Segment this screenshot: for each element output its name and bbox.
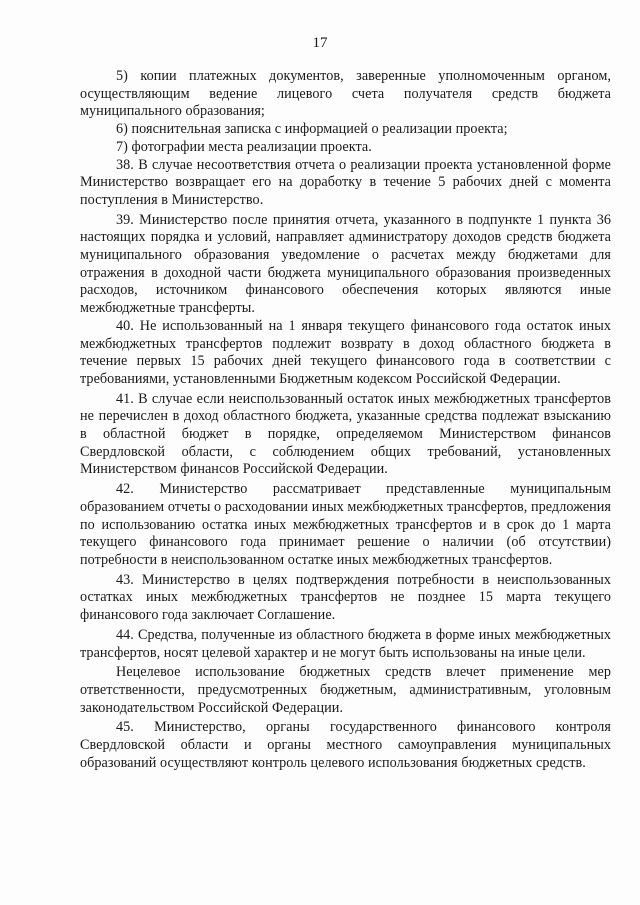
paragraph-41: 41. В случае если неиспользованный остаток иных межбюджетных трансфертов не перечислен в доход областного бюджета, указанные средства подлежат взысканию в областной бюджет в порядке, определяемом Министерством финансов Свердловской области, с соблюдением общих требований, установленных Министерством финансов Российской Федерации. xyxy=(80,390,611,478)
paragraph-item-6: 6) пояснительная записка с информацией о реализации проекта; xyxy=(116,121,508,138)
paragraph-43: 43. Министерство в целях подтверждения потребности в неиспользованных остатках иных межбюджетных трансфертов не позднее 15 марта текущего финансового года заключает Соглашение. xyxy=(80,571,611,624)
paragraph-42: 42. Министерство рассматривает представленные муниципальным образованием отчеты о расходовании иных межбюджетных трансфертов, предложения по использованию остатка иных межбюджетных трансфертов и в срок до 1 марта текущего финансового года принимает решение о наличии (об отсутствии) потребности в неиспользованном остатке иных межбюджетных трансфертов. xyxy=(80,481,611,568)
paragraph-44-note: Нецелевое использование бюджетных средств влечет применение мер ответственности, предусмотренных бюджетным, административным, уголовным законодательством Российской Федерации. xyxy=(80,664,611,716)
paragraph-38: 38. В случае несоответствия отчета о реализации проекта установленной форме Министерство возвращает его на доработку в течение 5 рабочих дней с момента поступления в Министерство. xyxy=(80,156,611,208)
paragraph-40: 40. Не использованный на 1 января текущего финансового года остаток иных межбюджетных трансфертов подлежит возврату в доход областного бюджета в течение первых 15 рабочих дней текущего финансового года в соответствии с требованиями, установленными Бюджетным кодексом Российской Федерации. xyxy=(80,317,611,387)
paragraph-45: 45. Министерство, органы государственного финансового контроля Свердловской области и органы местного самоуправления муниципальных образований осуществляют контроль целевого использования бюджетных средств. xyxy=(80,719,611,771)
paragraph-item-5: 5) копии платежных документов, заверенные уполномоченным органом, осуществляющим ведение лицевого счета получателя средств бюджета муниципального образования; xyxy=(80,68,611,120)
page-number: 17 xyxy=(312,35,328,51)
paragraph-item-7: 7) фотографии места реализации проекта. xyxy=(116,138,372,155)
document-body xyxy=(80,68,611,772)
paragraph-39: 39. Министерство после принятия отчета, указанного в подпункте 1 пункта 36 настоящих порядка и условий, направляет администратору доходов средств бюджета муниципального образования уведомление о расчетах между бюджетами для отражения в доходной части бюджета муниципального образования произведенных расходов, источником финансового обеспечения которых являются иные межбюджетные трансферты. xyxy=(80,211,611,317)
paragraph-44: 44. Средства, полученные из областного бюджета в форме иных межбюджетных трансфертов, носят целевой характер и не могут быть использованы на иные цели. xyxy=(80,626,611,661)
